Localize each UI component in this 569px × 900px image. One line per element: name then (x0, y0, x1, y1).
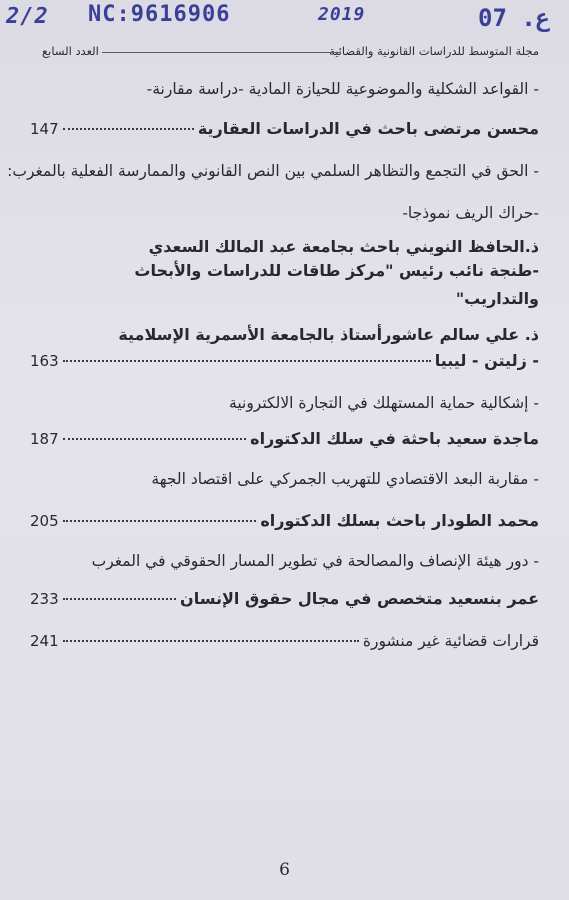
toc-entry-author: -طنجة نائب رئيس "مركز طاقات للدراسات والأبحاث (134, 261, 539, 280)
toc-page-number: 205 (30, 512, 59, 530)
handwritten-code: NC:9616906 (88, 2, 231, 27)
toc-entry-title: - إشكالية حماية المستهلك في التجارة الالكترونية (229, 394, 539, 412)
handwritten-page-fraction: 2/2 (6, 4, 49, 29)
toc-entry-title: - الحق في التجمع والتظاهر السلمي بين النص القانوني والممارسة الفعلية بالمغرب: (7, 162, 539, 180)
dot-leader (63, 640, 359, 642)
running-header (42, 40, 539, 64)
toc-entry-title (30, 630, 539, 652)
page-number: 6 (279, 860, 290, 880)
toc-entry-text: محمد الطودار باحث بسلك الدكتوراه (260, 511, 539, 530)
toc-entry-author: والتداريب" (455, 289, 539, 308)
toc-entry-author: ذ. علي سالم عاشورأستاذ بالجامعة الأسمرية الإسلامية (118, 325, 539, 344)
toc-entry-author (30, 118, 539, 140)
toc-entry-title: -حراك الريف نموذجا- (402, 204, 539, 222)
toc-entry-title: - مقاربة البعد الاقتصادي للتهريب الجمركي على اقتصاد الجهة (151, 470, 539, 488)
toc-entry-author: ذ.الحافظ النويني باحث بجامعة عبد المالك السعدي (148, 237, 539, 256)
toc-entry-author (30, 428, 539, 450)
journal-title: مجلة المتوسط للدراسات القانونية والقضائية (329, 44, 539, 58)
toc-page-number: 233 (30, 590, 59, 608)
toc-entry-author (30, 588, 539, 610)
toc-page-number: 163 (30, 352, 59, 370)
handwritten-year: 2019 (318, 4, 366, 25)
toc-entry-title: - دور هيئة الإنصاف والمصالحة في تطوير المسار الحقوقي في المغرب (91, 552, 539, 570)
toc-entry-text: - زليتن - ليبيا (434, 351, 539, 370)
toc-entry-author (30, 510, 539, 532)
toc-entry-title: - القواعد الشكلية والموضوعية للحيازة المادية -دراسة مقارنة- (146, 80, 539, 98)
dot-leader (63, 360, 431, 362)
dot-leader (63, 128, 194, 130)
handwritten-reference: ع. 07 (478, 4, 551, 32)
toc-page-number: 241 (30, 632, 59, 650)
toc-page-number: 147 (30, 120, 59, 138)
toc-entry-text: عمر بنسعيد متخصص في مجال حقوق الإنسان (180, 589, 539, 608)
dot-leader (63, 598, 176, 600)
toc-entry-text: ماجدة سعيد باحثة في سلك الدكتوراه (250, 429, 539, 448)
header-rule (102, 52, 341, 53)
dot-leader (63, 438, 246, 440)
toc-entry-text: محسن مرتضى باحث في الدراسات العقارية (197, 119, 539, 138)
toc-entry-text: قرارات قضائية غير منشورة (362, 632, 539, 650)
dot-leader (63, 520, 257, 522)
toc-page-number: 187 (30, 430, 59, 448)
issue-label: العدد السابع (42, 44, 99, 58)
toc-entry-author (30, 350, 539, 372)
